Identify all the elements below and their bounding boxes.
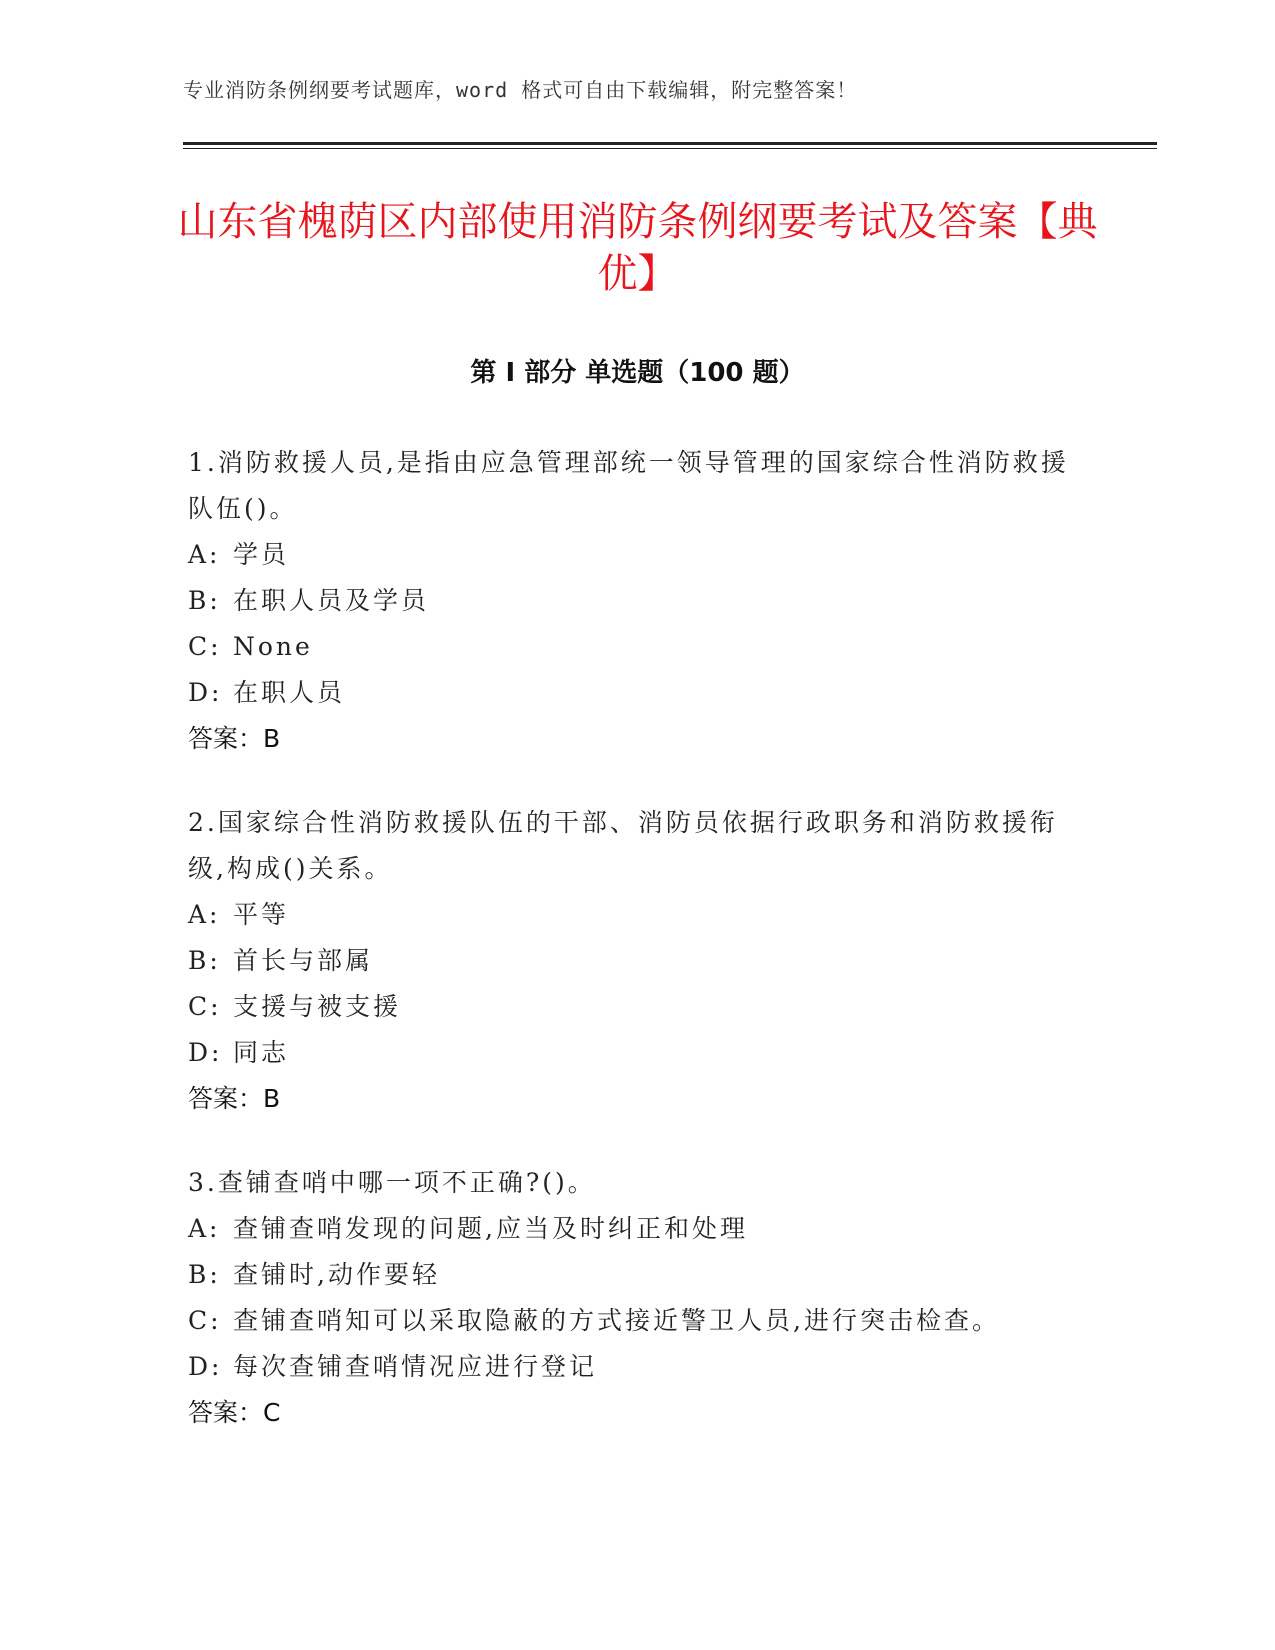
option-key: D: xyxy=(188,1352,223,1381)
option-a xyxy=(188,892,1088,938)
option-text: 在职人员及学员 xyxy=(233,586,430,615)
option-key: D: xyxy=(188,678,223,707)
question-stem: 1.消防救援人员,是指由应急管理部统一领导管理的国家综合性消防救援队伍()。 xyxy=(188,448,1069,523)
header-divider-thick xyxy=(183,142,1157,145)
option-a xyxy=(188,532,1088,578)
option-a xyxy=(188,1206,1088,1252)
header-note: 专业消防条例纲要考试题库，word 格式可自由下载编辑，附完整答案！ xyxy=(183,78,858,102)
option-c xyxy=(188,624,1088,670)
question-stem: 3.查铺查哨中哪一项不正确?()。 xyxy=(188,1168,596,1197)
option-key: A: xyxy=(188,1214,221,1243)
option-key: A: xyxy=(188,900,221,929)
section-heading: 第 I 部分 单选题（100 题） xyxy=(470,358,805,388)
option-text: 支援与被支援 xyxy=(233,992,402,1021)
answer-value: B xyxy=(263,724,281,753)
option-c xyxy=(188,984,1088,1030)
answer-line xyxy=(188,1076,1088,1122)
header-divider-thin xyxy=(183,148,1157,149)
option-key: B: xyxy=(188,946,221,975)
question-3 xyxy=(188,1160,1088,1436)
document-title: 山东省槐荫区内部使用消防条例纲要考试及答案【典优】 xyxy=(177,199,1098,297)
answer-value: B xyxy=(263,1084,281,1113)
answer-label: 答案： xyxy=(188,724,264,753)
option-key: C: xyxy=(188,632,222,661)
option-key: B: xyxy=(188,1260,221,1289)
question-stem: 2.国家综合性消防救援队伍的干部、消防员依据行政职务和消防救援衔级,构成()关系。 xyxy=(188,808,1058,883)
answer-value: C xyxy=(263,1398,281,1427)
option-d xyxy=(188,670,1088,716)
question-1 xyxy=(188,440,1088,762)
option-text: 每次查铺查哨情况应进行登记 xyxy=(233,1352,598,1381)
answer-label: 答案： xyxy=(188,1084,264,1113)
option-key: B: xyxy=(188,586,221,615)
option-key: A: xyxy=(188,540,221,569)
option-key: D: xyxy=(188,1038,223,1067)
option-text: None xyxy=(233,632,313,661)
question-list xyxy=(188,440,1088,1474)
option-text: 在职人员 xyxy=(233,678,346,707)
answer-line xyxy=(188,1390,1088,1436)
option-d xyxy=(188,1344,1088,1390)
answer-label: 答案： xyxy=(188,1398,264,1427)
option-b xyxy=(188,578,1088,624)
question-2 xyxy=(188,800,1088,1122)
option-text: 平等 xyxy=(233,900,290,929)
option-b xyxy=(188,1252,1088,1298)
option-text: 查铺查哨发现的问题,应当及时纠正和处理 xyxy=(233,1214,748,1243)
option-key: C: xyxy=(188,1306,222,1335)
option-c xyxy=(188,1298,1088,1344)
option-b xyxy=(188,938,1088,984)
option-text: 查铺查哨知可以采取隐蔽的方式接近警卫人员,进行突击检查。 xyxy=(233,1306,1000,1335)
option-key: C: xyxy=(188,992,222,1021)
answer-line xyxy=(188,716,1088,762)
option-text: 学员 xyxy=(233,540,290,569)
option-d xyxy=(188,1030,1088,1076)
option-text: 查铺时,动作要轻 xyxy=(233,1260,440,1289)
option-text: 首长与部属 xyxy=(233,946,374,975)
option-text: 同志 xyxy=(233,1038,290,1067)
